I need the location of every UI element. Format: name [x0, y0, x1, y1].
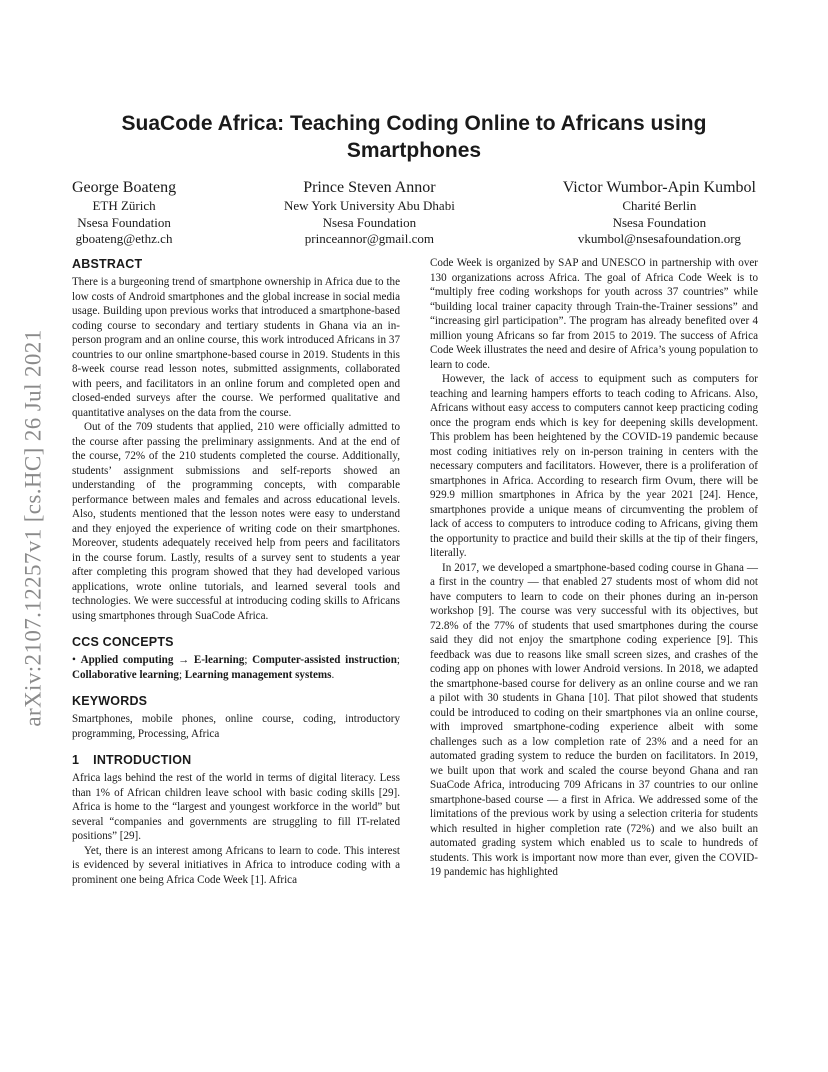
keywords-text: Smartphones, mobile phones, online course, coding, introductory programming, Processing, Africa: [72, 713, 400, 740]
intro-paragraph: However, the lack of access to equipment such as computers for teaching and learning hampers efforts to teach coding to Africans. Also, Africans without easy access to computers cannot keep practicing coding once the program ends which is key for deepening skills development. This problem has been heightened by the COVID-19 pandemic because most coding initiatives rely on in-person training in centers with the necessary computers and facilitators. However, there is a proliferation of smartphones in Africa. According to research firm Ovum, there will be 929.9 million smartphones in Africa by the year 2021 [24]. Hence, smartphones provide a unique means of circumventing the problem of lack of access to computers to introduce coding to Africans, giving them the opportunity to practice and build their skills at the tip of their fingers, literally.: [430, 373, 758, 559]
author-name: George Boateng: [72, 179, 177, 196]
ccs-term: Applied computing → E-learning: [80, 654, 245, 666]
arxiv-identifier: [14, 298, 54, 758]
author-affiliation: ETH Zürich: [92, 198, 156, 213]
section-title: INTRODUCTION: [93, 753, 192, 767]
ccs-heading: CCS CONCEPTS: [72, 635, 174, 649]
ccs-term: Computer-assisted instruction: [252, 654, 397, 666]
author-2: [284, 178, 455, 248]
author-affiliation: Nsesa Foundation: [77, 214, 171, 230]
right-column: [430, 256, 758, 880]
introduction-heading: [72, 752, 400, 768]
intro-paragraph: Yet, there is an interest among Africans to learn to code. This interest is evidenced by several initiatives in Africa to introduce coding with a prominent one being Africa Code Week [1]. Africa: [72, 844, 400, 886]
abstract-paragraph: There is a burgeoning trend of smartphone ownership in Africa due to the low costs of Android smartphones and the global increase in social media usage. Building upon previous works that introduced a smartphone-based coding course to secondary and tertiary students in Ghana via an in-person program and an online course, this work introduced Africans in 37 countries to our online smartphone-based course in 2019. Students in this 8-week course read lesson notes, submitted assignments, collaborated with peers, and facilitators in an online forum and completed open and closed-ended surveys after the course. We performed qualitative and quantitative analyses on the data from the course.: [72, 276, 400, 419]
author-email: princeannor@gmail.com: [304, 231, 435, 246]
author-block: [72, 178, 756, 248]
ccs-separator: ;: [178, 668, 185, 681]
intro-paragraph: In 2017, we developed a smartphone-based coding course in Ghana — a first in the country — that enabled 27 students most of whom did not have computers to learn to code on their phones during an in-person workshop [9]. The course was very successful with its objectives, but 72.8% of the 77% of students that used smartphones during the course said they did not enjoy the smartphone coding experience [9]. This feedback was due to reasons like small screen sizes, and crashes of the coding app on phones with lower Android versions. In 2018, we adapted the smartphone-based course for delivery as an online course and we ran a pilot with 30 students in Ghana [10]. That pilot showed that students could be introduced to coding on their smartphones via an online course, with improved smartphone-coding experience albeit with some challenges such as a low completion rate of 23% and a need for an automated grading system to reduce the burden on facilitators. In 2019, we built upon that work and scaled the course beyond Ghana and ran SuaCode Africa, introducing 709 Africans in 37 countries to our online smartphone-based course — a first in Africa. We addressed some of the limitations of the previous work by using a selection criteria for students which resulted in higher completion rate (72%) and we also built an automated grading system which enabled us to scale to hundreds of students. This work is important now more than ever, given the COVID-19 pandemic has highlighted: [430, 561, 758, 878]
ccs-concepts: [72, 653, 400, 682]
author-affiliation: Charité Berlin: [622, 198, 697, 213]
abstract-heading: ABSTRACT: [72, 257, 143, 271]
ccs-end: .: [331, 668, 335, 681]
author-affiliation: Nsesa Foundation: [322, 214, 417, 230]
author-email: vkumbol@nsesafoundation.org: [577, 231, 741, 246]
ccs-term: Learning management systems: [184, 668, 332, 681]
author-affiliation: New York University Abu Dhabi: [284, 198, 455, 213]
author-3: [563, 178, 756, 248]
abstract-paragraph: Out of the 709 students that applied, 210 were officially admitted to the course after passing the preliminary assignments. And at the end of the course, 72% of the 210 students completed the course. Additionally, students’ assignment submissions and self-reports showed an understanding of the programming concepts, with comparable performance between males and females and across educational levels. Also, students mentioned that the lesson notes were easy to understand and they enjoyed the experience of writing code on their smartphones. Moreover, students adequately received help from peers and facilitators in the course forum. Lastly, results of a survey sent to students a year after completing this program showed that they had developed various applications, wrote online tutorials, and learned several tools and technologies. We were successful at introducing coding skills to Africans using smartphones through SuaCode Africa.: [72, 421, 400, 622]
intro-paragraph: Africa lags behind the rest of the world in terms of digital literacy. Less than 1% of African children leave school with basic coding skills [29]. Africa is home to the “largest and youngest workforce in the world” but several “companies and governments are struggling to fill IT-related positions” [29].: [72, 772, 400, 842]
author-1: [72, 178, 176, 248]
intro-paragraph-continued: Code Week is organized by SAP and UNESCO in partnership with over 130 organizations across Africa. The goal of Africa Code Week is to “multiply free coding workshops for youth across 37 countries” while “building local trainer capacity through Train-the-Trainer sessions” and “increasing girl participation”. The program has already benefited over 4 million young Africans so far from 2015 to 2019. The success of Africa Code Week illustrates the need and desire of Africa’s young population to learn to code.: [430, 257, 758, 371]
left-column: [72, 256, 400, 887]
author-affiliation: Nsesa Foundation: [612, 214, 707, 230]
author-name: Victor Wumbor-Apin Kumbol: [562, 179, 756, 196]
author-name: Prince Steven Annor: [303, 179, 436, 196]
arxiv-identifier-text: arXiv:2107.12257v1 [cs.HC] 26 Jul 2021: [21, 329, 47, 727]
ccs-separator: ;: [244, 654, 253, 666]
section-number: 1: [72, 753, 80, 767]
ccs-separator: ;: [396, 654, 400, 666]
paper-title: SuaCode Africa: Teaching Coding Online to Africans using Smartphones: [121, 112, 707, 162]
author-email: gboateng@ethz.ch: [75, 231, 173, 246]
ccs-bullet: •: [72, 654, 81, 666]
keywords-heading: KEYWORDS: [72, 694, 148, 708]
ccs-term: Collaborative learning: [72, 668, 179, 681]
